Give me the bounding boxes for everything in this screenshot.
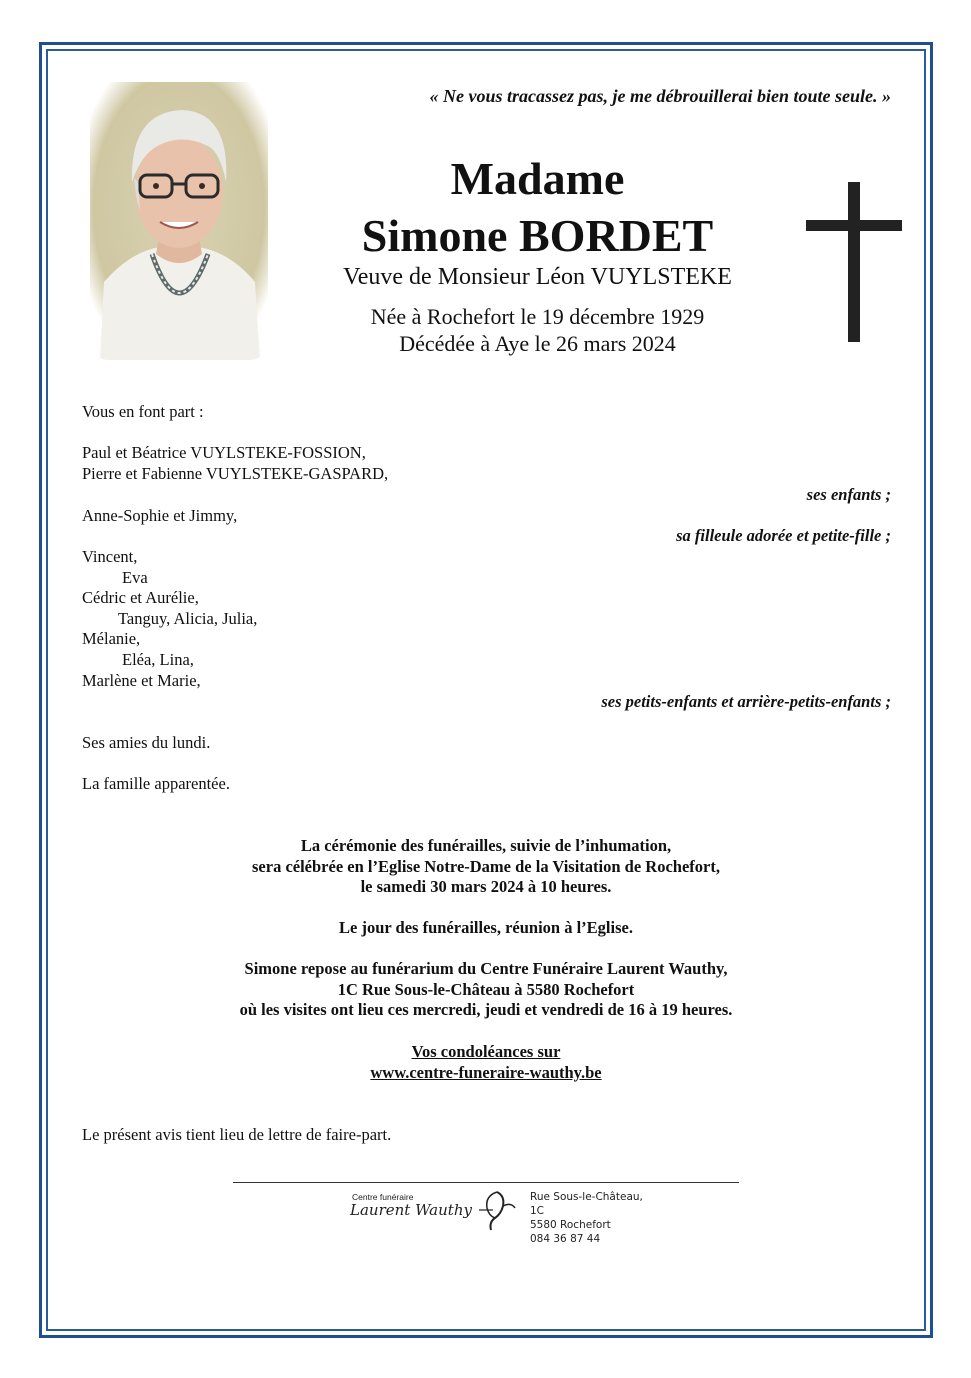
cross-icon: [804, 182, 904, 347]
quote: « Ne vous tracassez pas, je me débrouillerai bien toute seule. »: [429, 86, 891, 106]
phone-number: 084 36 87 44: [530, 1233, 601, 1245]
intro: Vous en font part :: [82, 402, 204, 421]
logo-subtitle: Centre funéraire: [352, 1192, 414, 1202]
address-line: 5580 Rochefort: [530, 1219, 611, 1231]
list-item: Mélanie,: [82, 629, 141, 649]
funeral-home-logo: [345, 1188, 655, 1245]
condolences-link[interactable]: www.centre-funeraire-wauthy.be: [370, 1062, 602, 1082]
notice: Le présent avis tient lieu de lettre de faire-part.: [82, 1125, 392, 1144]
funeral-home-info: [150, 959, 822, 1021]
ceremony-info: [150, 836, 822, 898]
children-role: ses enfants ;: [806, 485, 891, 504]
life-dates: [300, 303, 775, 357]
children-list: [82, 443, 388, 484]
birth-date: Née à Rochefort le 19 décembre 1929: [370, 304, 705, 329]
list-item: Eléa, Lina,: [122, 649, 194, 669]
list-item: Eva: [122, 567, 148, 587]
list-item: Pierre et Fabienne VUYLSTEKE-GASPARD,: [82, 463, 389, 483]
extended-family: La famille apparentée.: [82, 774, 230, 793]
address-line: Rue Sous-le-Château, 1C: [530, 1191, 643, 1217]
death-date: Décédée à Aye le 26 mars 2024: [399, 331, 676, 356]
ceremony-line: sera célébrée en l’Eglise Notre-Dame de la Visitation de Rochefort,: [252, 856, 720, 876]
rest-line: 1C Rue Sous-le-Château à 5580 Rochefort: [337, 979, 635, 999]
deceased-name: Simone BORDET: [361, 210, 714, 261]
widow-of: Veuve de Monsieur Léon VUYLSTEKE: [343, 264, 732, 290]
list-item: Tanguy, Alicia, Julia,: [118, 608, 258, 628]
meeting-info: Le jour des funérailles, réunion à l’Eglise.: [339, 918, 633, 937]
footer-divider: [233, 1182, 739, 1183]
logo-name: Laurent Wauthy: [350, 1201, 472, 1219]
list-item: Marlène et Marie,: [82, 670, 201, 690]
grandchildren-role: ses petits-enfants et arrière-petits-enfants ;: [601, 692, 891, 711]
goddaughter: Anne-Sophie et Jimmy,: [82, 506, 238, 525]
footer-address: [530, 1190, 655, 1246]
grandchildren-list: [82, 547, 257, 691]
condolences-label: Vos condoléances sur: [411, 1042, 561, 1061]
list-item: Paul et Béatrice VUYLSTEKE-FOSSION,: [82, 443, 366, 462]
portrait-photo: [90, 82, 268, 360]
condolences: [150, 1042, 822, 1083]
friends: Ses amies du lundi.: [82, 733, 211, 752]
ceremony-line: La cérémonie des funérailles, suivie de l’inhumation,: [300, 836, 672, 855]
list-item: Cédric et Aurélie,: [82, 588, 199, 608]
rest-line: Simone repose au funérarium du Centre Funéraire Laurent Wauthy,: [244, 959, 728, 978]
list-item: Vincent,: [82, 547, 138, 566]
honorific: Madame: [450, 153, 625, 204]
logo-mark-icon: [475, 1188, 519, 1237]
ceremony-line: le samedi 30 mars 2024 à 10 heures.: [360, 877, 612, 897]
rest-line: où les visites ont lieu ces mercredi, jeudi et vendredi de 16 à 19 heures.: [239, 1000, 733, 1020]
goddaughter-role: sa filleule adorée et petite-fille ;: [676, 526, 891, 545]
